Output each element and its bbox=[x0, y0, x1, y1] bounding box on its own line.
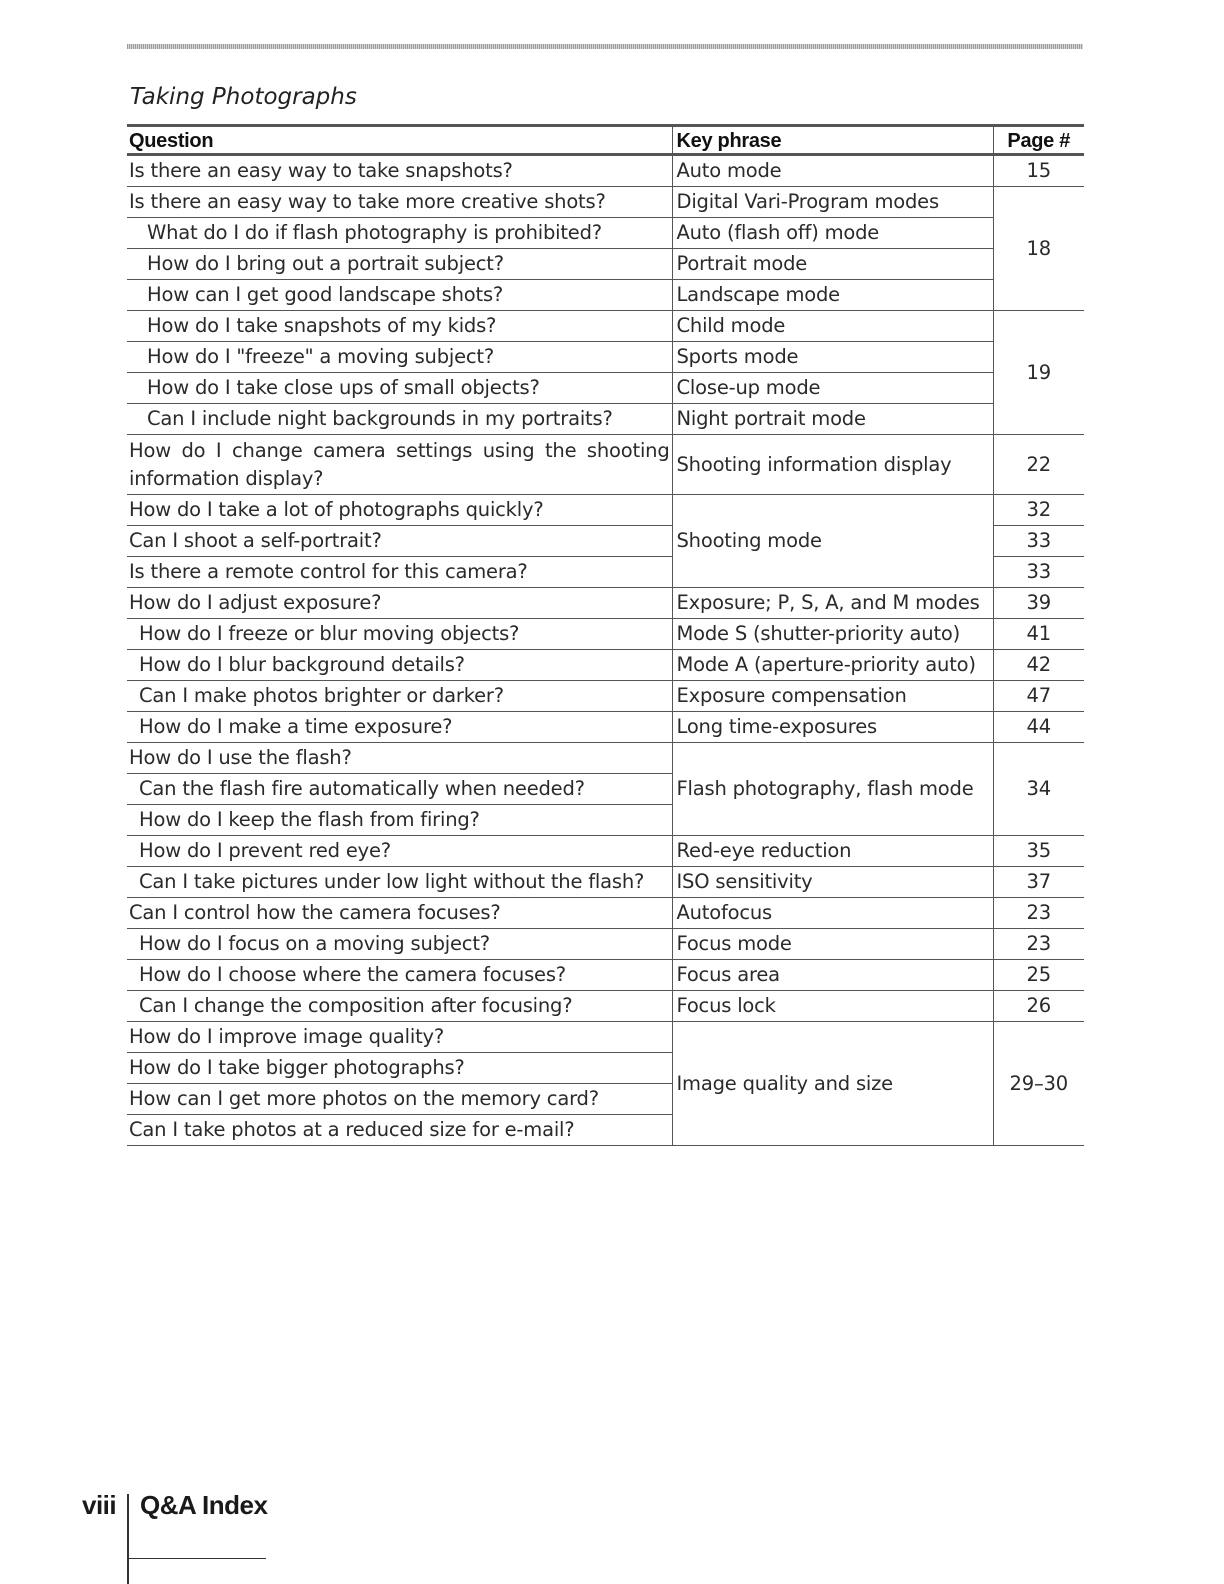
question-cell: Is there a remote control for this camera? bbox=[127, 557, 672, 588]
page-cell: 33 bbox=[993, 526, 1084, 557]
page-cell: 29–30 bbox=[993, 1022, 1084, 1146]
key-phrase-cell: Focus mode bbox=[672, 929, 993, 960]
table-row bbox=[127, 218, 1084, 249]
column-header-question: Question bbox=[127, 126, 672, 155]
key-phrase-cell: Auto mode bbox=[672, 155, 993, 187]
table-row bbox=[127, 867, 1084, 898]
question-cell: Can I take photos at a reduced size for e-mail? bbox=[127, 1115, 672, 1146]
page-cell: 15 bbox=[993, 155, 1084, 187]
question-cell: How do I keep the flash from firing? bbox=[127, 805, 672, 836]
question-cell: Can I make photos brighter or darker? bbox=[127, 681, 672, 712]
question-cell: How can I get more photos on the memory card? bbox=[127, 1084, 672, 1115]
page-cell: 32 bbox=[993, 495, 1084, 526]
question-cell: Can I include night backgrounds in my portraits? bbox=[127, 404, 672, 435]
question-cell: Can I control how the camera focuses? bbox=[127, 898, 672, 929]
question-cell: How can I get good landscape shots? bbox=[127, 280, 672, 311]
key-phrase-cell: Mode A (aperture-priority auto) bbox=[672, 650, 993, 681]
key-phrase-cell: Long time-exposures bbox=[672, 712, 993, 743]
key-phrase-cell: Night portrait mode bbox=[672, 404, 993, 435]
page-cell: 22 bbox=[993, 435, 1084, 495]
key-phrase-cell: Image quality and size bbox=[672, 1022, 993, 1146]
table-row bbox=[127, 619, 1084, 650]
table-row bbox=[127, 588, 1084, 619]
table-row bbox=[127, 187, 1084, 218]
footer-divider bbox=[127, 1494, 129, 1584]
table-row bbox=[127, 495, 1084, 526]
page-cell: 23 bbox=[993, 898, 1084, 929]
question-cell: Can I change the composition after focusing? bbox=[127, 991, 672, 1022]
key-phrase-cell: Auto (flash off) mode bbox=[672, 218, 993, 249]
table-row bbox=[127, 743, 1084, 774]
page-cell: 42 bbox=[993, 650, 1084, 681]
question-cell: How do I take a lot of photographs quickly? bbox=[127, 495, 672, 526]
table-row bbox=[127, 280, 1084, 311]
question-cell: How do I freeze or blur moving objects? bbox=[127, 619, 672, 650]
key-phrase-cell: Red-eye reduction bbox=[672, 836, 993, 867]
page-cell: 34 bbox=[993, 743, 1084, 836]
table-row bbox=[127, 929, 1084, 960]
key-phrase-cell: Focus area bbox=[672, 960, 993, 991]
table-row bbox=[127, 650, 1084, 681]
key-phrase-cell: Flash photography, flash mode bbox=[672, 743, 993, 836]
table-row bbox=[127, 1022, 1084, 1053]
table-row bbox=[127, 836, 1084, 867]
question-cell: Is there an easy way to take more creative shots? bbox=[127, 187, 672, 218]
page-cell: 47 bbox=[993, 681, 1084, 712]
question-cell: How do I "freeze" a moving subject? bbox=[127, 342, 672, 373]
footer-section-title: Q&A Index bbox=[140, 1490, 268, 1520]
table-row bbox=[127, 435, 1084, 495]
page-cell: 26 bbox=[993, 991, 1084, 1022]
question-cell: How do I take close ups of small objects? bbox=[127, 373, 672, 404]
question-cell: Is there an easy way to take snapshots? bbox=[127, 155, 672, 187]
key-phrase-cell: Focus lock bbox=[672, 991, 993, 1022]
key-phrase-cell: Shooting mode bbox=[672, 495, 993, 588]
key-phrase-cell: Sports mode bbox=[672, 342, 993, 373]
page-cell: 41 bbox=[993, 619, 1084, 650]
question-cell: How do I choose where the camera focuses? bbox=[127, 960, 672, 991]
table-row bbox=[127, 712, 1084, 743]
table-row bbox=[127, 373, 1084, 404]
question-cell: How do I use the flash? bbox=[127, 743, 672, 774]
table-row bbox=[127, 681, 1084, 712]
page-number: viii bbox=[82, 1490, 117, 1520]
question-cell: How do I blur background details? bbox=[127, 650, 672, 681]
footer-underline bbox=[128, 1558, 266, 1559]
key-phrase-cell: ISO sensitivity bbox=[672, 867, 993, 898]
question-cell: How do I focus on a moving subject? bbox=[127, 929, 672, 960]
question-cell: How do I make a time exposure? bbox=[127, 712, 672, 743]
page-cell: 25 bbox=[993, 960, 1084, 991]
key-phrase-cell: Exposure; P, S, A, and M modes bbox=[672, 588, 993, 619]
section-title: Taking Photographs bbox=[130, 84, 357, 110]
page-cell: 37 bbox=[993, 867, 1084, 898]
table-row bbox=[127, 991, 1084, 1022]
table-header-row bbox=[127, 126, 1084, 155]
question-cell: What do I do if flash photography is prohibited? bbox=[127, 218, 672, 249]
top-rule bbox=[127, 44, 1083, 49]
key-phrase-cell: Exposure compensation bbox=[672, 681, 993, 712]
page-cell: 44 bbox=[993, 712, 1084, 743]
qa-table bbox=[127, 124, 1084, 1146]
page-cell: 33 bbox=[993, 557, 1084, 588]
key-phrase-cell: Autofocus bbox=[672, 898, 993, 929]
question-cell: How do I take snapshots of my kids? bbox=[127, 311, 672, 342]
question-cell: How do I adjust exposure? bbox=[127, 588, 672, 619]
page-cell: 18 bbox=[993, 187, 1084, 311]
key-phrase-cell: Digital Vari-Program modes bbox=[672, 187, 993, 218]
question-cell: How do I prevent red eye? bbox=[127, 836, 672, 867]
key-phrase-cell: Landscape mode bbox=[672, 280, 993, 311]
table-row bbox=[127, 898, 1084, 929]
question-cell: How do I bring out a portrait subject? bbox=[127, 249, 672, 280]
table-row bbox=[127, 960, 1084, 991]
question-cell: How do I change camera settings using the shooting information display? bbox=[127, 435, 672, 495]
column-header-page: Page # bbox=[993, 126, 1084, 155]
key-phrase-cell: Portrait mode bbox=[672, 249, 993, 280]
question-cell: Can I shoot a self-portrait? bbox=[127, 526, 672, 557]
page-cell: 39 bbox=[993, 588, 1084, 619]
table-row bbox=[127, 404, 1084, 435]
table-row bbox=[127, 155, 1084, 187]
table-row bbox=[127, 249, 1084, 280]
key-phrase-cell: Child mode bbox=[672, 311, 993, 342]
column-header-key-phrase: Key phrase bbox=[672, 126, 993, 155]
question-cell: How do I improve image quality? bbox=[127, 1022, 672, 1053]
question-cell: Can the flash fire automatically when needed? bbox=[127, 774, 672, 805]
key-phrase-cell: Shooting information display bbox=[672, 435, 993, 495]
key-phrase-cell: Close-up mode bbox=[672, 373, 993, 404]
page-cell: 23 bbox=[993, 929, 1084, 960]
table-row bbox=[127, 311, 1084, 342]
table-row bbox=[127, 342, 1084, 373]
key-phrase-cell: Mode S (shutter-priority auto) bbox=[672, 619, 993, 650]
page-cell: 19 bbox=[993, 311, 1084, 435]
question-cell: How do I take bigger photographs? bbox=[127, 1053, 672, 1084]
question-cell: Can I take pictures under low light without the flash? bbox=[127, 867, 672, 898]
page-cell: 35 bbox=[993, 836, 1084, 867]
